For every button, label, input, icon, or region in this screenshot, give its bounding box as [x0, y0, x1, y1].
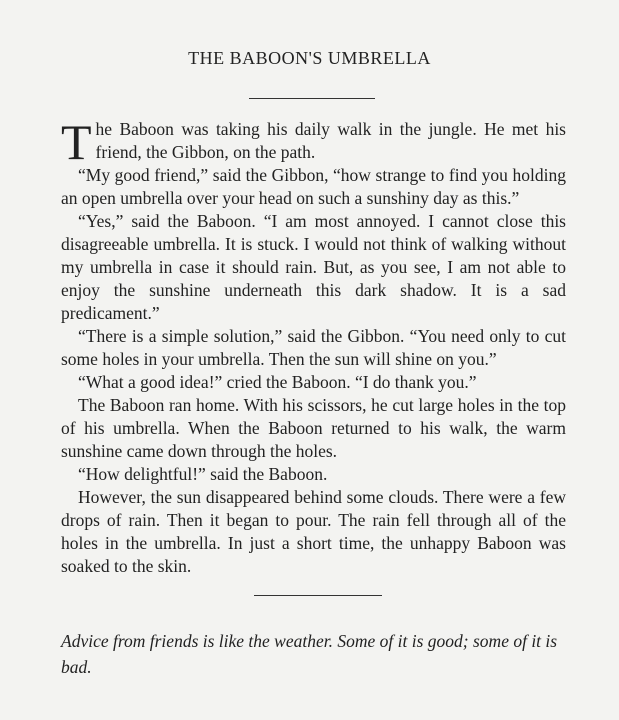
story-title: THE BABOON'S UMBRELLA	[188, 48, 431, 68]
moral-divider	[254, 595, 382, 596]
story-body	[61, 114, 566, 578]
paragraph-8: However, the sun disappeared behind some clouds. There were a few drops of rain. Then it began to pour. The rain fell through all of the holes in the umbrella. In just a short time, the unhappy Baboon was soaked to the skin.	[61, 487, 566, 576]
moral-text: Advice from friends is like the weather. Some of it is good; some of it is bad.	[61, 631, 558, 677]
paragraph-6: The Baboon ran home. With his scissors, he cut large holes in the top of his umbrella. When the Baboon returned to his walk, the warm sunshine came down through the holes.	[61, 395, 566, 461]
paragraph-1-text: he Baboon was taking his daily walk in the jungle. He met his friend, the Gibbon, on the path.	[95, 119, 566, 162]
title-divider	[249, 98, 375, 99]
paragraph-4: “There is a simple solution,” said the Gibbon. “You need only to cut some holes in your umbrella. Then the sun will shine on you.”	[61, 326, 566, 369]
drop-cap: T	[61, 114, 92, 170]
paragraph-2: “My good friend,” said the Gibbon, “how strange to find you holding an open umbrella over your head on such a sunshiny day as this.”	[61, 165, 566, 208]
paragraph-5: “What a good idea!” cried the Baboon. “I do thank you.”	[78, 372, 477, 392]
paragraph-7: “How delightful!” said the Baboon.	[78, 464, 328, 484]
paragraph-3: “Yes,” said the Baboon. “I am most annoyed. I cannot close this disagreeable umbrella. It is stuck. I would not think of walking without my umbrella in case it should rain. But, as you see, I am not able to enjoy the sunshine underneath this dark shadow. It is a sad predicament.”	[61, 211, 566, 323]
paragraph-1	[61, 114, 566, 170]
